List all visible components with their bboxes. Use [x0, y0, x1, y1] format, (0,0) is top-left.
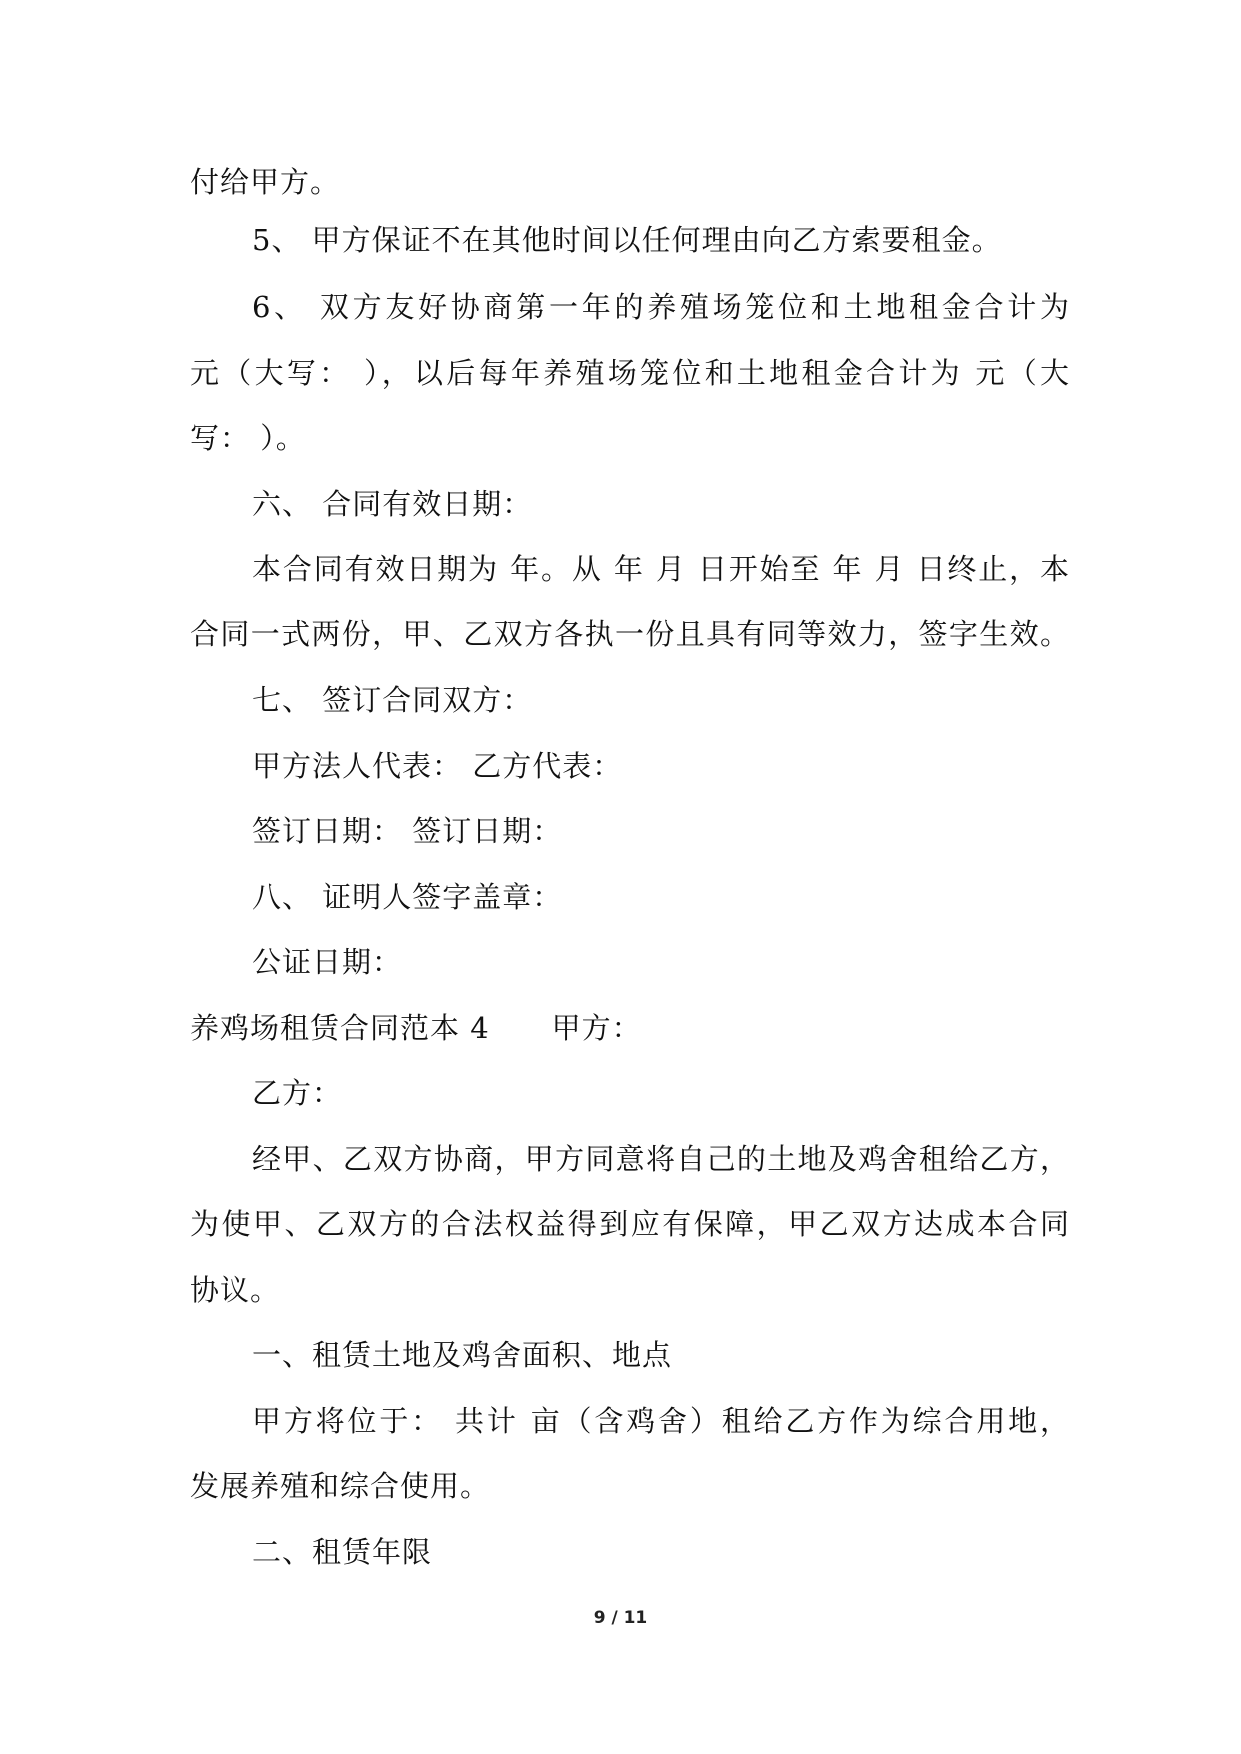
section-heading: 一、租赁土地及鸡舍面积、地点 [252, 1338, 673, 1372]
party-b-label: 乙方： [252, 1076, 343, 1110]
text-line: 本合同有效日期为 年。从 年 月 日开始至 年 月 日终止，本 [252, 552, 1070, 586]
text-line: 协议。 [190, 1273, 281, 1307]
text-line: 写： ）。 [190, 421, 306, 455]
party-a-label: 甲方： [551, 1011, 642, 1045]
text-line: 发展养殖和综合使用。 [190, 1469, 491, 1503]
text-line: 付给甲方。 [190, 165, 341, 199]
contract-title-line [190, 1008, 1070, 1048]
text-line: 合同一式两份，甲、乙双方各执一份且具有同等效力，签字生效。 [190, 617, 1070, 651]
text-line: 签订日期： 签订日期： [252, 814, 563, 848]
contract-title: 养鸡场租赁合同范本 4 [190, 1011, 490, 1045]
text-line: 5、 甲方保证不在其他时间以任何理由向乙方索要租金。 [252, 223, 1002, 257]
text-line: 公证日期： [252, 945, 403, 979]
section-heading: 二、租赁年限 [252, 1535, 433, 1569]
text-line: 元（大写： ），以后每年养殖场笼位和土地租金合计为 元（大 [190, 356, 1070, 390]
text-line: 甲方将位于： 共计 亩（含鸡舍）租给乙方作为综合用地， [252, 1404, 1070, 1438]
section-heading: 七、 签订合同双方： [252, 683, 533, 717]
text-line: 为使甲、乙双方的合法权益得到应有保障，甲乙双方达成本合同 [190, 1207, 1070, 1241]
section-heading: 六、 合同有效日期： [252, 487, 533, 521]
page-number: 9 / 11 [593, 1608, 648, 1628]
section-heading: 八、 证明人签字盖章： [252, 880, 563, 914]
text-line: 经甲、乙双方协商，甲方同意将自己的土地及鸡舍租给乙方， [252, 1142, 1070, 1176]
text-line: 6、 双方友好协商第一年的养殖场笼位和土地租金合计为 [252, 290, 1070, 324]
text-line: 甲方法人代表： 乙方代表： [252, 749, 623, 783]
